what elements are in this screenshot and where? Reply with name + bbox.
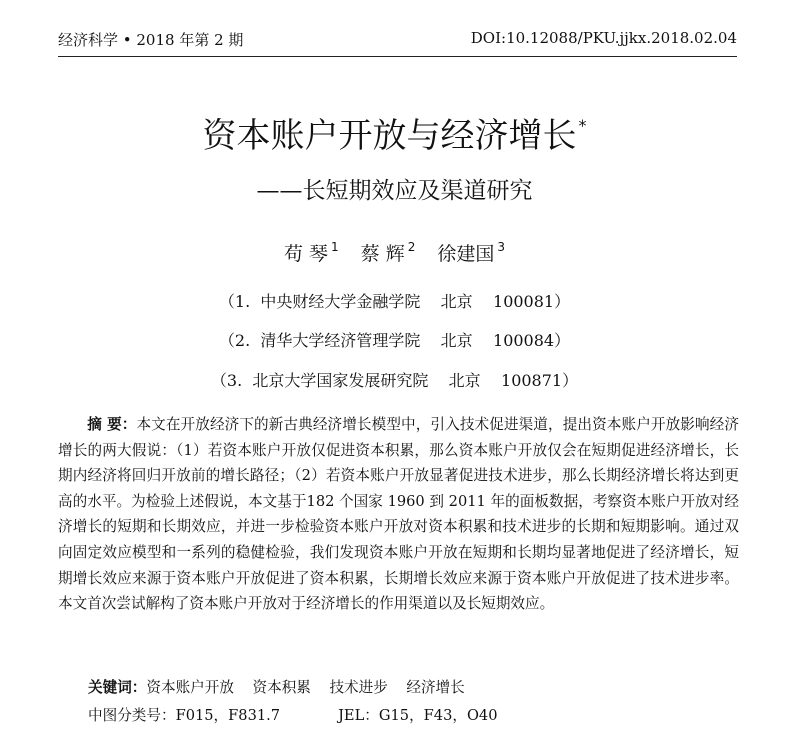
jel-label: JEL：: [338, 707, 379, 724]
abstract-text: 本文在开放经济下的新古典经济增长模型中，引入技术促进渠道，提出资本账户开放影响经济增长的两大假说：（1）若资本账户开放仅促进资本积累，那么资本账户开放仅会在短期促进经济增长，长期内经济将回归开放前的增长路径；（2）若资本账户开放显著促进技术进步，那么长期经济增长将达到更高的水平。为检验上述假说，本文基于182 个国家 1960 到 2011 年的面板数据，考察资本账户开放对经济增长的短期和长期效应，并进一步检验资本账户开放对资本积累和技术进步的长期和短期影响。通过双向固定效应模型和一系列的稳健检验，我们发现资本账户开放在短期和长期均显著地促进了经济增长，短期增长效应来源于资本账户开放促进了资本积累，长期增长效应来源于资本账户开放促进了技术进步率。本文首次尝试解构了资本账户开放对于经济增长的作用渠道以及长短期效应。: [58, 416, 739, 613]
abstract-label: 摘 要：: [87, 416, 137, 433]
title-footnote-marker: *: [578, 116, 587, 135]
affiliation-line: （3. 北京大学国家发展研究院 北京 100871）: [210, 371, 579, 390]
clc-label: 中图分类号：: [88, 707, 176, 724]
classification-codes: [88, 704, 498, 725]
clc-codes: F015，F831.7: [175, 707, 281, 724]
doi-label: DOI:10.12088/PKU.jjkx.2018.02.04: [470, 29, 737, 47]
author-name: 苟 琴: [283, 243, 329, 265]
jel-codes: G15，F43，O40: [378, 707, 498, 724]
author: [283, 240, 339, 265]
keywords: [88, 676, 465, 697]
author: [360, 240, 416, 265]
affiliation-marker: 3: [497, 240, 506, 254]
paper-subtitle: ——长短期效应及渠道研究: [256, 178, 533, 204]
paper-title: [0, 108, 789, 157]
author-list: [0, 239, 789, 266]
abstract: [58, 412, 739, 617]
affiliation-marker: 2: [407, 240, 416, 254]
author-name: 蔡 辉: [360, 243, 405, 265]
running-header: [58, 22, 737, 57]
paper-title-text: 资本账户开放与经济增长: [202, 116, 577, 156]
affiliation-line: （2. 清华大学经济管理学院 北京 100084）: [218, 331, 571, 350]
journal-issue: 经济科学 • 2018 年第 2 期: [58, 31, 244, 49]
affiliation-marker: 1: [331, 240, 339, 254]
affiliation-line: （1. 中央财经大学金融学院 北京 100081）: [218, 292, 571, 311]
keywords-text: 资本账户开放 资本积累 技术进步 经济增长: [146, 679, 465, 696]
author-name: 徐建国: [437, 243, 495, 265]
author: [437, 240, 506, 265]
keywords-label: 关键词：: [88, 679, 147, 696]
